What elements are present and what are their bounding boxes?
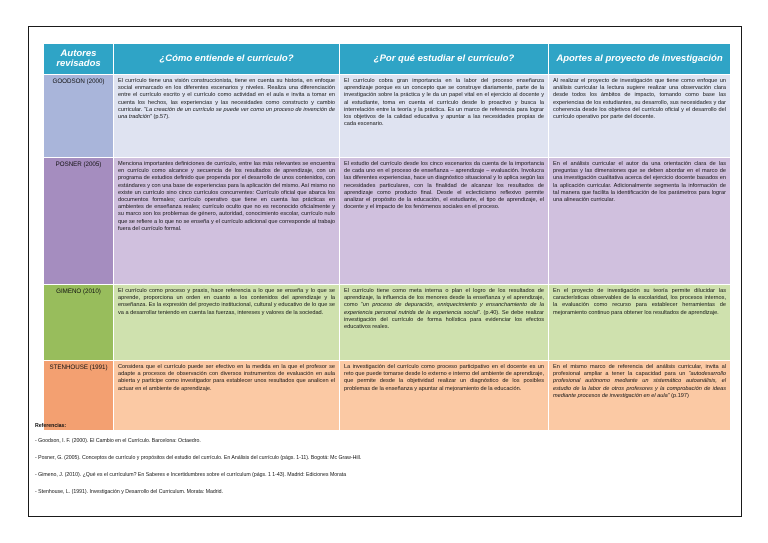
author-cell: GIMENO (2010)	[44, 285, 114, 361]
table-header-row	[44, 44, 731, 75]
author-cell: GOODSON (2000)	[44, 75, 114, 158]
reference-item: - Posner, G. (2005). Conceptos de currículo y propósitos del estudio del currículo. En Análisis del currículo (págs. 1-11). Bogotá: Mc Graw-Hill.	[35, 455, 362, 461]
contrib-cell: En el análisis curricular el autor da una orientación clara de las preguntas y las dimensiones que se deben abordar en el marco de una investigación cualitativa acerca del ejercicio docente basados en la aplicación curricular. Adicionalmente segmenta la información de tal manera que facilita la identificación de los parámetros para lograr una alineación curricular.	[549, 158, 731, 285]
table-row	[44, 158, 731, 285]
quote: “La creación de un currículo se puede ver como un proceso de invención de una tradición”	[118, 106, 336, 121]
references-title: Referencias:	[35, 423, 67, 429]
author-cell: STENHOUSE (1991)	[44, 361, 114, 431]
contrib-cell: Al realizar el proyecto de investigación que tiene como enfoque un análisis curricular la lectura sugiere realizar una observación clara desde todos los ámbitos de impacto, tomando como base las experiencias de los estudiantes, su desarrollo, sus necesidades y dar coherencia desde los objetivos del currículo oficial y el desarrollo del currículo operativo por parte del docente.	[549, 75, 731, 158]
how-cell: El currículo como proceso y praxis, hace referencia a lo que se enseña y lo que se aprende, proporciona un orden en cuanto a los contenidos del aprendizaje y la enseñanza. Es la expresión del proyecto institucional, cultural y educativo de lo que se va a desarrollar teniendo en cuenta las fuerzas, intereses y valores de la sociedad.	[114, 285, 340, 361]
reference-item: - Stenhouse, L. (1991). Investigación y Desarrollo del Curriculum. Morata: Madrid.	[35, 489, 223, 495]
why-cell: El estudio del currículo desde los cinco escenarios da cuenta de la importancia de cada uno en el proceso de enseñanza – aprendizaje – evaluación. Involucra las diferentes experiencias, hace un diagnóstico situacional y lo aplica según las necesidades particulares, con la finalidad de alcanzar los resultados de aprendizaje como producto final. Desde el eclecticismo reflexivo permite analizar el propósito de la educación, el estudiante, el tipo de aprendizaje, el docente y el impacto de los fenómenos sociales en el proceso.	[340, 158, 549, 285]
how-cell: El currículo tiene una visión construccionista, tiene en cuenta su historia, en enfoque social enmarcado en los diferentes escenarios y niveles. Realiza una diferenciación entre el currículo escrito y el currículo como actividad en el aula e invita a tomar en cuenta los hechos, las experiencias y las necesidades como constructo y cambio curricular. “La creación de un currículo se puede ver como un proceso de invención de una tradición” (p.57).	[114, 75, 340, 158]
header-contrib: Aportes al proyecto de investigación	[549, 44, 731, 75]
references-section	[35, 423, 725, 506]
header-why: ¿Por qué estudiar el currículo?	[340, 44, 549, 75]
contrib-cell: En el mismo marco de referencia del análisis curricular, invita al profesional ampliar a tener la capacidad para un “autodesarrollo profesional autónomo mediante un sistemático autoanálisis, el estudio de la labor de otros profesores y la comprobación de ideas mediante procesos de investigación en el aula” (p.197)	[549, 361, 731, 431]
how-cell: Menciona importantes definiciones de currículo, entre las más relevantes se encuentra en currículo como alcance y secuencia de los resultados de aprendizaje, con un programa de estudios definido que propenda por el desarrollo de unos contenidos, con estándares y con una base de experiencias para la aplicación del mismo. Así mismo no existe un currículo sino cinco currículos concurrentes: Currículo oficial que abarca los documentos formales; currículo operativo que tiene en cuenta las prácticas en ambientes de enseñanza reales; currículo oculto que no es reconocido oficialmente y su marco son los problemas de género, autoridad, conocimiento escolar, currículo nulo que se refiere a lo que no se enseña y el currículo adicional que corresponde al trabajo fuera del currículo formal.	[114, 158, 340, 285]
reference-item: - Goodson, I. F. (2000). El Cambio en el Currículo. Barcelona: Octaedro.	[35, 438, 201, 444]
why-cell: El currículo tiene como meta interna o plan el logro de los resultados de aprendizaje, la influencia de los menores desde la enseñanza y el aprendizaje, como “un proceso de depuración, enriquecimiento y ensanchamiento de la experiencia personal nutrida de la experiencia social”. (p.40). Se debe realizar investigación del currículo de forma holística para evidenciar los efectos educativos reales.	[340, 285, 549, 361]
document-page	[28, 26, 742, 517]
comparison-table	[43, 43, 731, 431]
author-cell: POSNER (2005)	[44, 158, 114, 285]
table-row	[44, 285, 731, 361]
quote: “autodesarrollo profesional autónomo mediante un sistemático autoanálisis, el estudio de la labor de otros profesores y la comprobación de ideas mediante procesos de investigación en el aula”	[553, 371, 726, 399]
header-how: ¿Cómo entiende el currículo?	[114, 44, 340, 75]
header-authors: Autores revisados	[44, 44, 114, 75]
reference-item: - Gimeno, J. (2010). ¿Qué es el currículum? En Saberes e Incertidumbres sobre el currículum (págs. 1 1-43). Madrid: Ediciones Morata	[35, 472, 347, 478]
table-row	[44, 361, 731, 431]
quote: “un proceso de depuración, enriquecimiento y ensanchamiento de la experiencia personal nutrida de la experiencia social”.	[344, 302, 544, 316]
how-cell: Considera que el currículo puede ser efectivo en la medida en la que el profesor se adapte a procesos de observación con diversos instrumentos de evaluación en aula abierta y participe como investigador para establecer unos resultados que analicen el actuar en el ambiente de aprendizaje.	[114, 361, 340, 431]
why-cell: El currículo cobra gran importancia en la labor del proceso enseñanza aprendizaje porque es un concepto que se construye diariamente, parte de la investigación sobre la práctica y le da un papel vital en el ejercicio al docente y al estudiante, toma en cuenta el currículo desde lo proactivo y busca la interrelación entre la teoría y la práctica. Es un marco de referencia para lograr los objetivos de la calidad educativa y apuntar a las necesidades propias de cada escenario.	[340, 75, 549, 158]
contrib-cell: En el proyecto de investigación su teoría permite dilucidar las características observables de la escolaridad, los procesos internos, la evaluación como recurso para establecer herramientas de mejoramiento continuo para obtener los resultados de aprendizaje.	[549, 285, 731, 361]
table-row	[44, 75, 731, 158]
why-cell: La investigación del currículo como proceso participativo en el docente es un reto que puede tomarse desde lo externo e interno del ambiente de aprendizaje, que permite desde la objetividad realizar un diagnóstico de los posibles problemas de la enseñanza y apuntar al mejoramiento de la educación.	[340, 361, 549, 431]
